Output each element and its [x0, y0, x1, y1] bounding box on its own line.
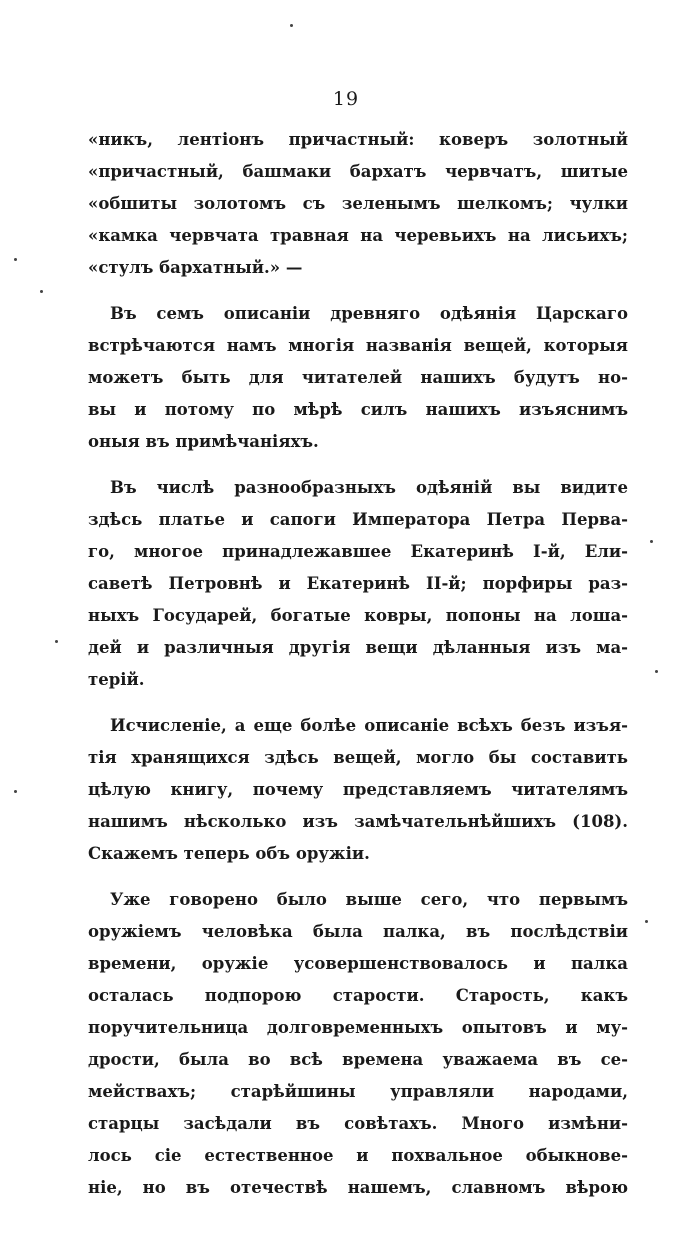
paragraph-description [88, 298, 628, 458]
text-line: «камка червчата травная на черевьихъ на лисьихъ; [88, 226, 628, 245]
scan-speck [14, 258, 17, 261]
text-line: «обшиты золотомъ съ зеленымъ шелкомъ; чулки [88, 194, 628, 213]
paragraph-weapons [88, 884, 628, 1204]
scan-speck [645, 920, 648, 923]
scan-speck [650, 540, 653, 543]
text-line: го, многое принадлежавшее Екатеринѣ I-й, Ели- [88, 542, 628, 561]
paragraph-quotation [88, 124, 628, 284]
scan-speck [290, 24, 293, 27]
text-line: можетъ быть для читателей нашихъ будутъ но- [88, 368, 628, 387]
text-line: Скажемъ теперь объ оружіи. [88, 844, 370, 863]
text-line: тія хранящихся здѣсь вещей, могло бы составить [88, 748, 628, 767]
text-line: лось сіе естественное и похвальное обыкнове- [88, 1146, 628, 1165]
text-line: мействахъ; старѣйшины управляли народами, [88, 1082, 628, 1101]
text-line: «причастный, башмаки бархатъ червчатъ, шитые [88, 162, 628, 181]
text-line: Исчисленіе, а еще болѣе описаніе всѣхъ безъ изъя- [110, 716, 628, 735]
body-text [88, 124, 628, 1204]
text-line: саветѣ Петровнѣ и Екатеринѣ II-й; порфиры раз- [88, 574, 628, 593]
text-line: ніе, но въ отечествѣ нашемъ, славномъ вѣрою [88, 1178, 628, 1197]
text-line: старцы засѣдали въ совѣтахъ. Много измѣни- [88, 1114, 628, 1133]
paragraph-garments [88, 472, 628, 696]
text-line: вы и потому по мѣрѣ силъ нашихъ изъяснимъ [88, 400, 628, 419]
text-line: Уже говорено было выше сего, что первымъ [110, 890, 628, 909]
page-number: 19 [332, 88, 360, 110]
scan-speck [40, 290, 43, 293]
scan-speck [55, 640, 58, 643]
paragraph-enumeration [88, 710, 628, 870]
text-line: «никъ, лентіонъ причастный: коверъ золотный [88, 130, 628, 149]
text-line: встрѣчаются намъ многія названія вещей, которыя [88, 336, 628, 355]
text-line: ныхъ Государей, богатые ковры, попоны на лоша- [88, 606, 628, 625]
scan-speck [655, 670, 658, 673]
text-line: оныя въ примѣчаніяхъ. [88, 432, 319, 451]
text-line: поручительница долговременныхъ опытовъ и му- [88, 1018, 628, 1037]
text-line: дей и различныя другія вещи дѣланныя изъ ма- [88, 638, 628, 657]
text-line: Въ семъ описаніи древняго одѣянія Царскаго [110, 304, 628, 323]
text-line: времени, оружіе усовершенствовалось и палка [88, 954, 628, 973]
text-line: дрости, была во всѣ времена уважаема въ се- [88, 1050, 628, 1069]
text-line: цѣлую книгу, почему представляемъ читателямъ [88, 780, 628, 799]
text-line: Въ числѣ разнообразныхъ одѣяній вы видите [110, 478, 628, 497]
text-line: оружіемъ человѣка была палка, въ послѣдствіи [88, 922, 628, 941]
text-line: «стулъ бархатный.» — [88, 258, 303, 277]
scan-speck [14, 790, 17, 793]
text-line: терій. [88, 670, 145, 689]
text-line: здѣсь платье и сапоги Императора Петра Перва- [88, 510, 628, 529]
text-line: нашимъ нѣсколько изъ замѣчательнѣйшихъ (108). [88, 812, 628, 831]
text-line: осталась подпорою старости. Старость, какъ [88, 986, 628, 1005]
